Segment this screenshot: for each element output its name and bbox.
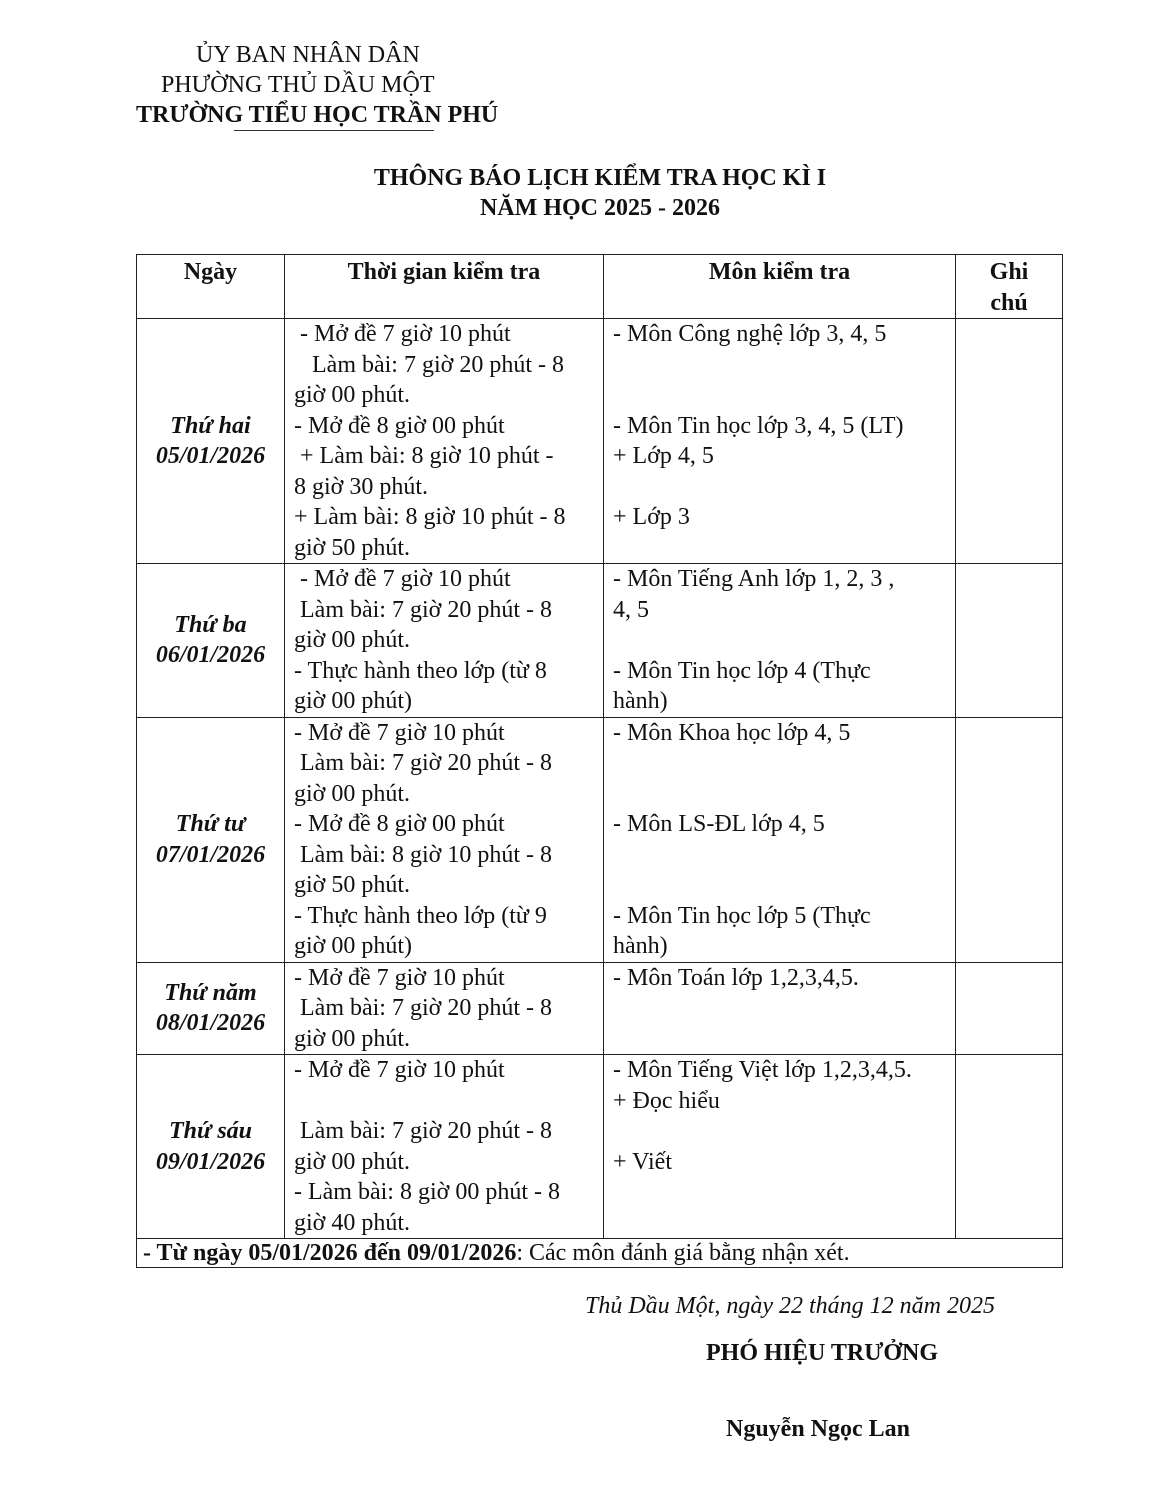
exam-time-cell	[285, 319, 604, 564]
document-title	[300, 163, 900, 223]
subject-cell	[604, 319, 956, 564]
time-line: Làm bài: 7 giờ 20 phút - 8	[294, 596, 552, 623]
subject-line: - Môn LS-ĐL lớp 4, 5	[613, 811, 825, 837]
weekday: Thứ hai	[170, 412, 251, 439]
time-line: Làm bài: 7 giờ 20 phút - 8	[294, 750, 552, 776]
subject-line: - Môn Tin học lớp 5 (Thực	[613, 902, 871, 929]
day-cell	[137, 564, 285, 718]
time-line: + Làm bài: 8 giờ 10 phút - 8	[294, 504, 566, 530]
table-row	[137, 564, 1063, 718]
exam-date: 05/01/2026	[155, 443, 266, 469]
subject-line: + Đọc hiểu	[613, 1087, 720, 1114]
school-name-underline	[234, 130, 434, 131]
day-cell	[137, 717, 285, 962]
time-line: - Mở đề 8 giờ 00 phút	[294, 811, 505, 837]
weekday: Thứ tư	[175, 811, 246, 837]
footer-note-bold: - Từ ngày 05/01/2026 đến 09/01/2026	[143, 1240, 517, 1266]
subject-cell	[604, 717, 956, 962]
time-line: giờ 00 phút)	[294, 933, 413, 959]
time-line	[294, 1086, 599, 1117]
table-body	[137, 319, 1063, 1239]
table-row	[137, 717, 1063, 962]
time-line: Làm bài: 7 giờ 20 phút - 8	[294, 995, 552, 1021]
subject-line: - Môn Tin học lớp 3, 4, 5 (LT)	[613, 412, 904, 439]
signer-name: Nguyễn Ngọc Lan	[726, 1416, 911, 1442]
subject-line	[613, 350, 951, 381]
time-line: - Thực hành theo lớp (từ 8	[294, 657, 547, 684]
subject-line	[613, 748, 951, 779]
time-line: Làm bài: 8 giờ 10 phút - 8	[294, 841, 552, 868]
subject-line	[613, 380, 951, 411]
subject-line	[613, 1177, 951, 1208]
column-header-time: Thời gian kiểm tra	[285, 255, 604, 319]
exam-time-cell	[285, 564, 604, 718]
weekday: Thứ ba	[174, 611, 247, 638]
subject-line	[613, 779, 951, 810]
time-line: - Làm bài: 8 giờ 00 phút - 8	[294, 1179, 560, 1205]
exam-date: 06/01/2026	[155, 642, 266, 669]
time-line: - Thực hành theo lớp (từ 9	[294, 902, 547, 929]
subject-line	[613, 472, 951, 503]
time-line: + Làm bài: 8 giờ 10 phút -	[294, 443, 554, 469]
subject-line	[613, 533, 951, 564]
subject-cell	[604, 962, 956, 1055]
signer-title: PHÓ HIỆU TRƯỞNG	[706, 1340, 939, 1366]
subject-cell	[604, 564, 956, 718]
table-row	[137, 1055, 1063, 1239]
exam-time-cell	[285, 717, 604, 962]
day-cell	[137, 319, 285, 564]
subject-line	[613, 993, 951, 1024]
time-line: giờ 00 phút.	[294, 780, 411, 807]
weekday: Thứ sáu	[168, 1118, 253, 1144]
time-line: Làm bài: 7 giờ 20 phút - 8	[294, 351, 564, 378]
column-header-subject: Môn kiểm tra	[604, 255, 956, 319]
day-cell	[137, 1055, 285, 1239]
note-cell	[956, 962, 1063, 1055]
title-line-1: THÔNG BÁO LỊCH KIỂM TRA HỌC KÌ I	[373, 165, 827, 191]
subject-line	[613, 1116, 951, 1147]
note-cell	[956, 564, 1063, 718]
subject-line	[613, 1208, 951, 1239]
subject-line: - Môn Toán lớp 1,2,3,4,5.	[613, 964, 859, 991]
note-cell	[956, 319, 1063, 564]
time-line: - Mở đề 7 giờ 10 phút	[294, 719, 505, 746]
time-line: giờ 00 phút.	[294, 382, 411, 408]
subject-line: hành)	[613, 933, 668, 959]
subject-line	[613, 625, 951, 656]
subject-line: - Môn Công nghệ lớp 3, 4, 5	[613, 321, 887, 347]
time-line: giờ 00 phút.	[294, 627, 411, 653]
time-line: Làm bài: 7 giờ 20 phút - 8	[294, 1118, 552, 1144]
agency-line-2: PHƯỜNG THỦ DẦU MỘT	[161, 72, 435, 98]
subject-line	[613, 840, 951, 871]
time-line: - Mở đề 7 giờ 10 phút	[294, 964, 505, 991]
subject-line: - Môn Tiếng Anh lớp 1, 2, 3 ,	[613, 566, 895, 592]
agency-line-1: ỦY BAN NHÂN DÂN	[196, 42, 420, 68]
time-line: - Mở đề 7 giờ 10 phút	[294, 321, 511, 347]
footer-note-text: : Các môn đánh giá bằng nhận xét.	[516, 1240, 850, 1266]
time-line: - Mở đề 7 giờ 10 phút	[294, 566, 511, 592]
school-name	[136, 100, 536, 130]
title-line-2: NĂM HỌC 2025 - 2026	[480, 195, 720, 221]
issuing-agency	[136, 40, 536, 130]
subject-line: - Môn Khoa học lớp 4, 5	[613, 719, 851, 746]
subject-line	[613, 1024, 951, 1055]
table-row	[137, 319, 1063, 564]
column-header-note	[956, 255, 1063, 319]
time-line: giờ 40 phút.	[294, 1209, 411, 1236]
time-line: giờ 50 phút.	[294, 872, 411, 898]
note-cell	[956, 1055, 1063, 1239]
subject-line: - Môn Tin học lớp 4 (Thực	[613, 657, 871, 684]
school-name-text: TRƯỜNG TIỂU HỌC TRẦN PHÚ	[136, 102, 499, 128]
note-cell	[956, 717, 1063, 962]
place-and-date: Thủ Dầu Một, ngày 22 tháng 12 năm 2025	[585, 1293, 995, 1319]
subject-line: + Lớp 3	[613, 504, 690, 530]
weekday: Thứ năm	[164, 979, 257, 1006]
time-line: 8 giờ 30 phút.	[294, 473, 429, 500]
footer-note	[137, 1239, 1063, 1268]
time-line: - Mở đề 8 giờ 00 phút	[294, 412, 505, 439]
time-line: giờ 00 phút)	[294, 688, 413, 714]
column-header-day: Ngày	[137, 255, 285, 319]
subject-line: hành)	[613, 688, 668, 714]
table-footer-row	[137, 1239, 1063, 1268]
subject-line: - Môn Tiếng Việt lớp 1,2,3,4,5.	[613, 1057, 912, 1083]
exam-time-cell	[285, 962, 604, 1055]
day-cell	[137, 962, 285, 1055]
subject-line: 4, 5	[613, 596, 649, 623]
exam-date: 07/01/2026	[155, 841, 266, 868]
subject-line: + Viết	[613, 1148, 672, 1175]
table-row	[137, 962, 1063, 1055]
table-header-row	[137, 255, 1063, 319]
exam-date: 08/01/2026	[155, 1010, 266, 1037]
exam-date: 09/01/2026	[155, 1148, 266, 1175]
time-line: giờ 00 phút.	[294, 1148, 411, 1175]
column-header-note-text: Ghi chú	[989, 259, 1029, 316]
subject-line: + Lớp 4, 5	[613, 443, 714, 469]
subject-line	[613, 870, 951, 901]
exam-time-cell	[285, 1055, 604, 1239]
time-line: - Mở đề 7 giờ 10 phút	[294, 1057, 505, 1083]
time-line: giờ 50 phút.	[294, 534, 411, 561]
time-line: giờ 00 phút.	[294, 1025, 411, 1052]
exam-schedule-table	[136, 254, 1063, 1268]
subject-cell	[604, 1055, 956, 1239]
